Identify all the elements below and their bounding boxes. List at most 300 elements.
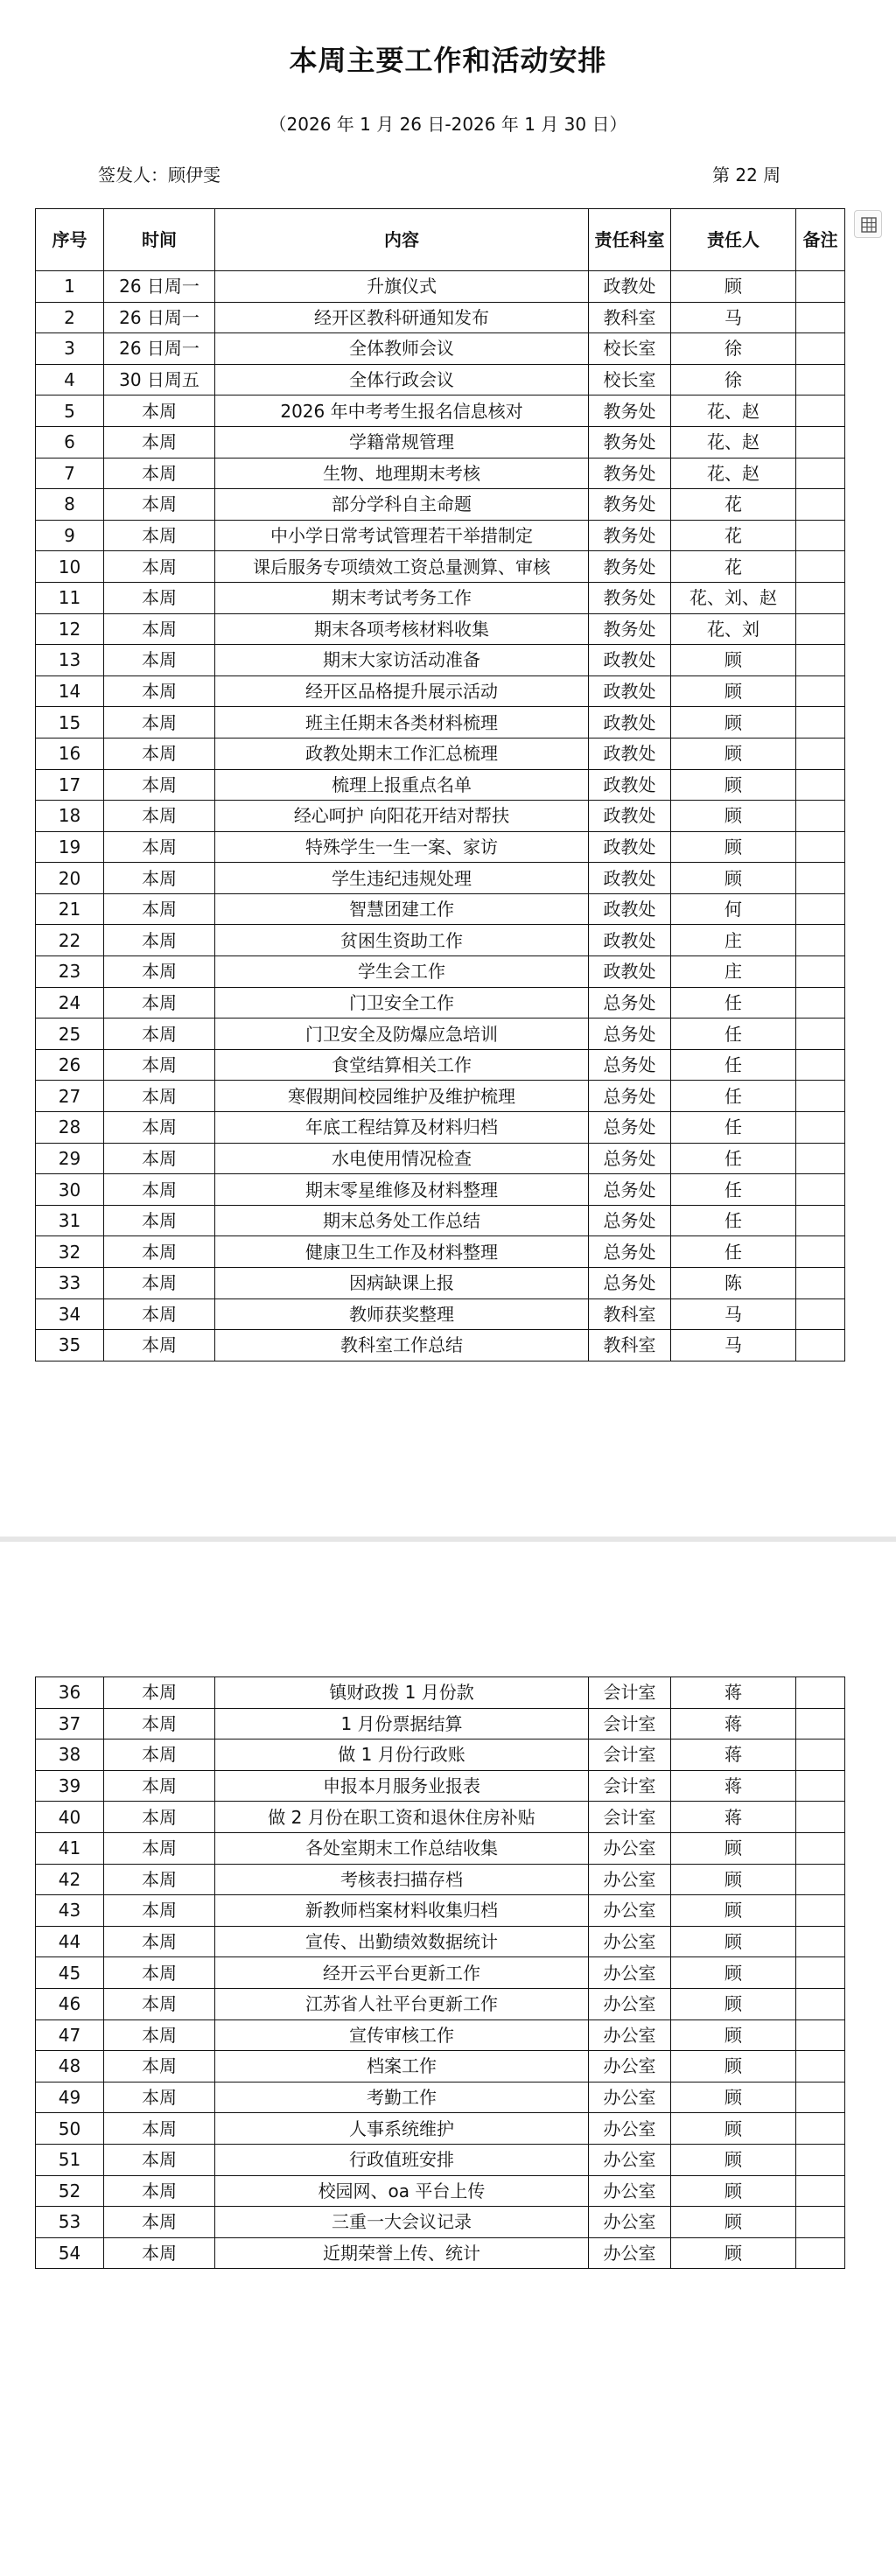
cell-person: 任 [671, 1174, 796, 1206]
cell-remark [796, 738, 845, 769]
cell-time: 本周 [104, 1081, 215, 1112]
cell-person: 任 [671, 1143, 796, 1174]
cell-remark [796, 1143, 845, 1174]
table-row [36, 364, 845, 396]
cell-time: 本周 [104, 458, 215, 489]
cell-index: 32 [36, 1236, 104, 1268]
cell-content: 做 1 月份行政账 [215, 1740, 589, 1771]
cell-index: 22 [36, 925, 104, 956]
cell-time: 本周 [104, 1205, 215, 1236]
week-number: 第 22 周 [712, 164, 781, 186]
table-row [36, 1708, 845, 1740]
cell-content: 申报本月服务业报表 [215, 1770, 589, 1802]
cell-content: 门卫安全工作 [215, 987, 589, 1018]
cell-time: 本周 [104, 613, 215, 645]
cell-index: 16 [36, 738, 104, 769]
cell-content: 人事系统维护 [215, 2113, 589, 2145]
cell-content: 考核表扫描存档 [215, 1864, 589, 1895]
cell-remark [796, 1112, 845, 1144]
cell-index: 4 [36, 364, 104, 396]
table-row [36, 1330, 845, 1362]
table-row [36, 801, 845, 832]
cell-department: 会计室 [589, 1770, 671, 1802]
cell-time: 本周 [104, 1770, 215, 1802]
cell-time: 本周 [104, 707, 215, 738]
cell-department: 会计室 [589, 1677, 671, 1709]
cell-time: 26 日周一 [104, 271, 215, 303]
cell-content: 生物、地理期末考核 [215, 458, 589, 489]
cell-person: 顾 [671, 2207, 796, 2238]
cell-time: 本周 [104, 1236, 215, 1268]
cell-time: 本周 [104, 582, 215, 613]
cell-person: 顾 [671, 1895, 796, 1927]
cell-department: 办公室 [589, 1895, 671, 1927]
cell-remark [796, 1677, 845, 1709]
cell-content: 全体教师会议 [215, 333, 589, 365]
cell-content: 水电使用情况检查 [215, 1143, 589, 1174]
table-row [36, 1112, 845, 1144]
cell-content: 2026 年中考考生报名信息核对 [215, 396, 589, 427]
cell-department: 教务处 [589, 551, 671, 583]
cell-department: 办公室 [589, 2207, 671, 2238]
table-row [36, 1802, 845, 1833]
cell-department: 办公室 [589, 2175, 671, 2207]
header-content: 内容 [215, 209, 589, 271]
table-row [36, 1143, 845, 1174]
cell-person: 顾 [671, 769, 796, 801]
cell-remark [796, 271, 845, 303]
cell-time: 本周 [104, 1832, 215, 1864]
cell-content: 经开云平台更新工作 [215, 1957, 589, 1989]
cell-person: 顾 [671, 645, 796, 676]
cell-department: 办公室 [589, 2144, 671, 2175]
cell-content: 因病缺课上报 [215, 1268, 589, 1299]
cell-time: 本周 [104, 1677, 215, 1709]
cell-content: 食堂结算相关工作 [215, 1049, 589, 1081]
cell-person: 蒋 [671, 1770, 796, 1802]
cell-content: 升旗仪式 [215, 271, 589, 303]
table-row [36, 1895, 845, 1927]
cell-person: 顾 [671, 2237, 796, 2269]
cell-content: 学籍常规管理 [215, 426, 589, 458]
table-row [36, 396, 845, 427]
cell-department: 教科室 [589, 302, 671, 333]
cell-remark [796, 333, 845, 365]
cell-index: 26 [36, 1049, 104, 1081]
cell-content: 政教处期末工作汇总梳理 [215, 738, 589, 769]
cell-index: 10 [36, 551, 104, 583]
cell-remark [796, 2113, 845, 2145]
table-row [36, 1957, 845, 1989]
table-row [36, 1677, 845, 1709]
table-row [36, 2207, 845, 2238]
cell-index: 29 [36, 1143, 104, 1174]
cell-person: 蒋 [671, 1740, 796, 1771]
cell-index: 27 [36, 1081, 104, 1112]
cell-time: 本周 [104, 1268, 215, 1299]
cell-remark [796, 520, 845, 551]
cell-content: 学生会工作 [215, 956, 589, 988]
cell-time: 30 日周五 [104, 364, 215, 396]
table-row [36, 831, 845, 863]
cell-department: 办公室 [589, 1864, 671, 1895]
cell-department: 会计室 [589, 1740, 671, 1771]
cell-department: 总务处 [589, 1081, 671, 1112]
cell-content: 期末各项考核材料收集 [215, 613, 589, 645]
cell-person: 任 [671, 987, 796, 1018]
table-row [36, 1298, 845, 1330]
table-header-row [36, 209, 845, 271]
cell-time: 本周 [104, 831, 215, 863]
cell-department: 办公室 [589, 1988, 671, 2020]
cell-remark [796, 582, 845, 613]
cell-remark [796, 893, 845, 925]
cell-department: 教务处 [589, 520, 671, 551]
cell-person: 马 [671, 302, 796, 333]
table-row [36, 458, 845, 489]
table-body-page-2 [36, 1677, 845, 2269]
cell-department: 教务处 [589, 458, 671, 489]
cell-person: 马 [671, 1298, 796, 1330]
cell-time: 本周 [104, 863, 215, 894]
cell-time: 本周 [104, 769, 215, 801]
cell-content: 期末大家访活动准备 [215, 645, 589, 676]
cell-index: 37 [36, 1708, 104, 1740]
cell-content: 班主任期末各类材料梳理 [215, 707, 589, 738]
cell-remark [796, 1957, 845, 1989]
cell-time: 本周 [104, 2207, 215, 2238]
table-row [36, 1049, 845, 1081]
cell-content: 新教师档案材料收集归档 [215, 1895, 589, 1927]
cell-time: 本周 [104, 551, 215, 583]
table-row [36, 2051, 845, 2082]
cell-index: 17 [36, 769, 104, 801]
cell-department: 教务处 [589, 582, 671, 613]
cell-index: 7 [36, 458, 104, 489]
cell-time: 本周 [104, 2051, 215, 2082]
cell-remark [796, 2020, 845, 2051]
cell-remark [796, 1049, 845, 1081]
cell-person: 花、刘 [671, 613, 796, 645]
cell-person: 徐 [671, 364, 796, 396]
cell-time: 本周 [104, 396, 215, 427]
cell-index: 13 [36, 645, 104, 676]
cell-person: 花、赵 [671, 458, 796, 489]
cell-department: 会计室 [589, 1802, 671, 1833]
cell-remark [796, 1802, 845, 1833]
cell-content: 课后服务专项绩效工资总量测算、审核 [215, 551, 589, 583]
cell-person: 蒋 [671, 1802, 796, 1833]
cell-remark [796, 1298, 845, 1330]
table-row [36, 302, 845, 333]
cell-person: 顾 [671, 801, 796, 832]
cell-time: 本周 [104, 426, 215, 458]
cell-time: 本周 [104, 956, 215, 988]
cell-person: 顾 [671, 676, 796, 707]
cell-remark [796, 2082, 845, 2113]
cell-index: 38 [36, 1740, 104, 1771]
cell-time: 本周 [104, 645, 215, 676]
cell-content: 江苏省人社平台更新工作 [215, 1988, 589, 2020]
header-index: 序号 [36, 209, 104, 271]
table-row [36, 1832, 845, 1864]
cell-remark [796, 364, 845, 396]
cell-person: 顾 [671, 2113, 796, 2145]
cell-remark [796, 676, 845, 707]
cell-remark [796, 2051, 845, 2082]
cell-department: 总务处 [589, 1018, 671, 1050]
cell-department: 会计室 [589, 1708, 671, 1740]
cell-time: 本周 [104, 925, 215, 956]
cell-remark [796, 2237, 845, 2269]
table-row [36, 271, 845, 303]
cell-department: 教务处 [589, 426, 671, 458]
cell-department: 办公室 [589, 2051, 671, 2082]
cell-remark [796, 831, 845, 863]
table-row [36, 582, 845, 613]
cell-index: 49 [36, 2082, 104, 2113]
cell-department: 校长室 [589, 333, 671, 365]
cell-department: 总务处 [589, 1049, 671, 1081]
cell-person: 顾 [671, 2082, 796, 2113]
table-row [36, 551, 845, 583]
table-row [36, 2144, 845, 2175]
table-row [36, 987, 845, 1018]
header-time: 时间 [104, 209, 215, 271]
cell-remark [796, 551, 845, 583]
cell-remark [796, 1832, 845, 1864]
table-row [36, 520, 845, 551]
cell-time: 本周 [104, 1112, 215, 1144]
cell-person: 顾 [671, 1832, 796, 1864]
cell-time: 本周 [104, 2144, 215, 2175]
cell-content: 三重一大会议记录 [215, 2207, 589, 2238]
table-row [36, 2082, 845, 2113]
cell-index: 39 [36, 1770, 104, 1802]
table-row [36, 1770, 845, 1802]
cell-remark [796, 1236, 845, 1268]
cell-department: 政教处 [589, 893, 671, 925]
cell-index: 1 [36, 271, 104, 303]
cell-content: 经心呵护 向阳花开结对帮扶 [215, 801, 589, 832]
cell-index: 46 [36, 1988, 104, 2020]
cell-content: 门卫安全及防爆应急培训 [215, 1018, 589, 1050]
cell-index: 3 [36, 333, 104, 365]
cell-department: 总务处 [589, 1236, 671, 1268]
cell-person: 马 [671, 1330, 796, 1362]
cell-index: 6 [36, 426, 104, 458]
cell-time: 本周 [104, 1049, 215, 1081]
table-body-page-1 [36, 271, 845, 1362]
cell-remark [796, 1205, 845, 1236]
cell-index: 25 [36, 1018, 104, 1050]
table-row [36, 769, 845, 801]
cell-content: 教科室工作总结 [215, 1330, 589, 1362]
cell-content: 档案工作 [215, 2051, 589, 2082]
cell-content: 学生违纪违规处理 [215, 863, 589, 894]
cell-person: 蒋 [671, 1708, 796, 1740]
cell-remark [796, 2175, 845, 2207]
cell-content: 贫困生资助工作 [215, 925, 589, 956]
cell-person: 花、刘、赵 [671, 582, 796, 613]
cell-index: 52 [36, 2175, 104, 2207]
date-range: （2026 年 1 月 26 日-2026 年 1 月 30 日） [269, 114, 627, 135]
table-row [36, 1174, 845, 1206]
cell-time: 本周 [104, 1988, 215, 2020]
cell-department: 办公室 [589, 2020, 671, 2051]
schedule-table-page-2 [35, 1676, 845, 2269]
header-remark: 备注 [796, 209, 845, 271]
cell-time: 本周 [104, 801, 215, 832]
cell-time: 本周 [104, 1864, 215, 1895]
cell-time: 本周 [104, 738, 215, 769]
cell-remark [796, 613, 845, 645]
cell-index: 50 [36, 2113, 104, 2145]
cell-remark [796, 2207, 845, 2238]
cell-time: 本周 [104, 2082, 215, 2113]
cell-person: 花 [671, 489, 796, 521]
cell-department: 办公室 [589, 1926, 671, 1957]
cell-remark [796, 769, 845, 801]
cell-content: 期末总务处工作总结 [215, 1205, 589, 1236]
cell-remark [796, 645, 845, 676]
cell-index: 45 [36, 1957, 104, 1989]
cell-remark [796, 1330, 845, 1362]
cell-department: 政教处 [589, 738, 671, 769]
cell-index: 21 [36, 893, 104, 925]
cell-person: 徐 [671, 333, 796, 365]
cell-department: 办公室 [589, 2082, 671, 2113]
cell-index: 47 [36, 2020, 104, 2051]
cell-content: 宣传审核工作 [215, 2020, 589, 2051]
cell-content: 近期荣誉上传、统计 [215, 2237, 589, 2269]
cell-index: 20 [36, 863, 104, 894]
cell-remark [796, 1174, 845, 1206]
cell-content: 特殊学生一生一案、家访 [215, 831, 589, 863]
cell-time: 本周 [104, 1143, 215, 1174]
cell-remark [796, 1268, 845, 1299]
table-row [36, 1205, 845, 1236]
cell-remark [796, 925, 845, 956]
cell-person: 顾 [671, 2051, 796, 2082]
cell-remark [796, 302, 845, 333]
cell-remark [796, 707, 845, 738]
cell-department: 政教处 [589, 271, 671, 303]
cell-content: 行政值班安排 [215, 2144, 589, 2175]
cell-time: 本周 [104, 1018, 215, 1050]
cell-department: 总务处 [589, 1112, 671, 1144]
cell-content: 镇财政拨 1 月份款 [215, 1677, 589, 1709]
cell-remark [796, 1708, 845, 1740]
cell-content: 经开区教科研通知发布 [215, 302, 589, 333]
cell-remark [796, 1926, 845, 1957]
cell-content: 智慧团建工作 [215, 893, 589, 925]
cell-index: 34 [36, 1298, 104, 1330]
table-row [36, 925, 845, 956]
cell-index: 54 [36, 2237, 104, 2269]
cell-index: 18 [36, 801, 104, 832]
cell-remark [796, 1770, 845, 1802]
cell-person: 顾 [671, 271, 796, 303]
cell-person: 蒋 [671, 1677, 796, 1709]
cell-index: 36 [36, 1677, 104, 1709]
cell-remark [796, 801, 845, 832]
cell-content: 期末零星维修及材料整理 [215, 1174, 589, 1206]
cell-department: 政教处 [589, 769, 671, 801]
table-extract-icon[interactable] [854, 210, 882, 238]
schedule-table-page-1 [35, 208, 845, 1362]
cell-time: 本周 [104, 1298, 215, 1330]
cell-remark [796, 458, 845, 489]
header-person: 责任人 [671, 209, 796, 271]
cell-person: 顾 [671, 1864, 796, 1895]
document-page-2 [0, 1542, 896, 2576]
table-row [36, 1864, 845, 1895]
cell-time: 26 日周一 [104, 302, 215, 333]
cell-index: 5 [36, 396, 104, 427]
cell-index: 30 [36, 1174, 104, 1206]
cell-department: 政教处 [589, 645, 671, 676]
table-row [36, 2175, 845, 2207]
cell-index: 14 [36, 676, 104, 707]
cell-time: 本周 [104, 1926, 215, 1957]
cell-person: 花 [671, 551, 796, 583]
cell-time: 本周 [104, 1802, 215, 1833]
cell-person: 任 [671, 1236, 796, 1268]
cell-time: 本周 [104, 1740, 215, 1771]
cell-person: 顾 [671, 738, 796, 769]
cell-remark [796, 396, 845, 427]
cell-remark [796, 489, 845, 521]
cell-remark [796, 2144, 845, 2175]
cell-person: 何 [671, 893, 796, 925]
cell-content: 做 2 月份在职工资和退休住房补贴 [215, 1802, 589, 1833]
cell-department: 教科室 [589, 1298, 671, 1330]
cell-index: 8 [36, 489, 104, 521]
cell-department: 政教处 [589, 831, 671, 863]
cell-index: 53 [36, 2207, 104, 2238]
cell-person: 花、赵 [671, 426, 796, 458]
cell-person: 庄 [671, 956, 796, 988]
cell-person: 任 [671, 1205, 796, 1236]
cell-content: 经开区品格提升展示活动 [215, 676, 589, 707]
cell-time: 本周 [104, 1708, 215, 1740]
cell-department: 办公室 [589, 2237, 671, 2269]
cell-index: 35 [36, 1330, 104, 1362]
cell-person: 任 [671, 1018, 796, 1050]
cell-person: 顾 [671, 2144, 796, 2175]
table-row [36, 2020, 845, 2051]
cell-department: 政教处 [589, 863, 671, 894]
cell-person: 顾 [671, 1926, 796, 1957]
cell-person: 顾 [671, 863, 796, 894]
cell-time: 本周 [104, 893, 215, 925]
cell-department: 办公室 [589, 2113, 671, 2145]
cell-department: 政教处 [589, 707, 671, 738]
cell-content: 期末考试考务工作 [215, 582, 589, 613]
table-row [36, 1236, 845, 1268]
cell-time: 本周 [104, 987, 215, 1018]
cell-content: 考勤工作 [215, 2082, 589, 2113]
cell-department: 总务处 [589, 987, 671, 1018]
cell-department: 办公室 [589, 1957, 671, 1989]
cell-department: 政教处 [589, 925, 671, 956]
cell-department: 教务处 [589, 396, 671, 427]
cell-time: 本周 [104, 676, 215, 707]
cell-content: 校园网、oa 平台上传 [215, 2175, 589, 2207]
table-row [36, 1926, 845, 1957]
cell-index: 40 [36, 1802, 104, 1833]
